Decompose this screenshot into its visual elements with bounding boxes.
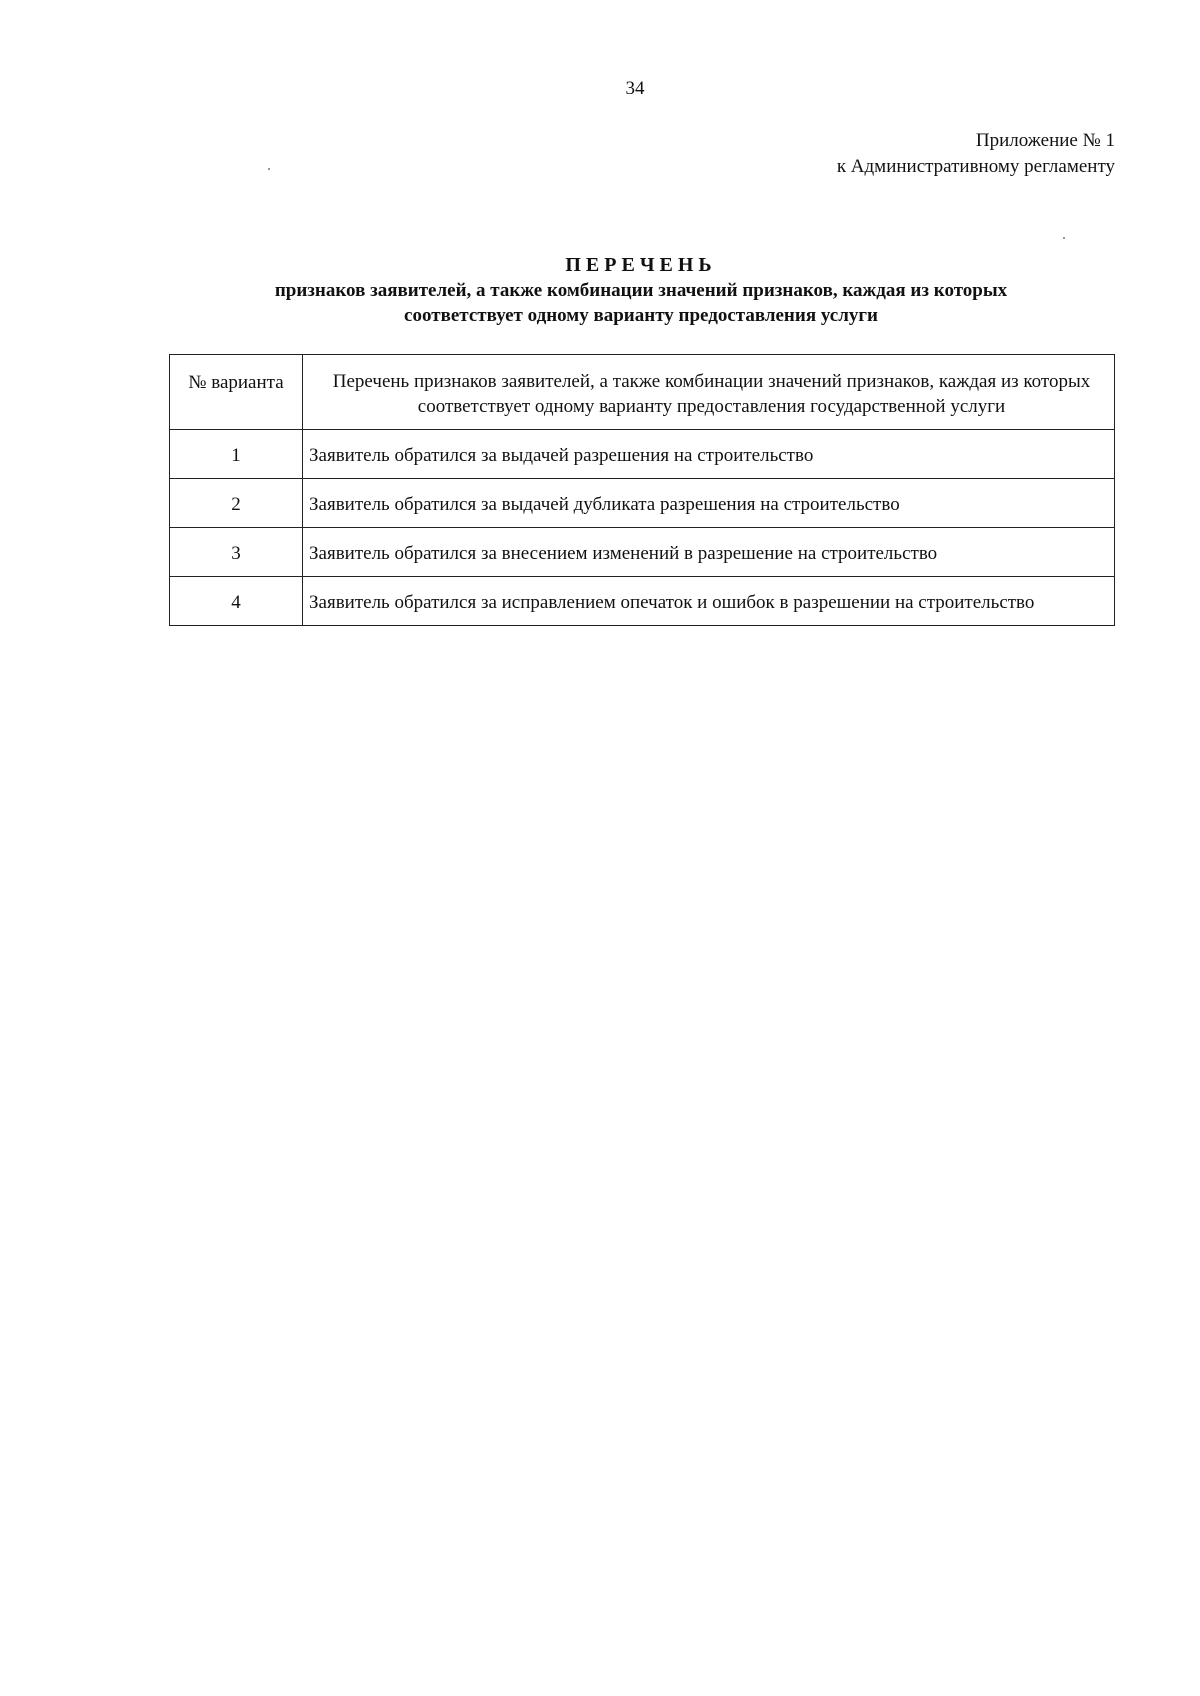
row-number: 3 xyxy=(170,528,303,577)
appendix-line-2: к Административному регламенту xyxy=(836,156,1115,177)
title-sub-line-2: соответствует одному варианту предоставления услуги xyxy=(404,305,878,326)
scan-speck xyxy=(268,168,270,170)
header-number: № варианта xyxy=(170,355,303,430)
row-number: 4 xyxy=(170,577,303,626)
title-sub-line-1: признаков заявителей, а также комбинации значений признаков, каждая из которых xyxy=(274,280,1008,301)
row-description: Заявитель обратился за внесением изменений в разрешение на строительство xyxy=(303,528,1115,577)
table-row xyxy=(170,479,1115,528)
variants-table xyxy=(169,354,1115,626)
row-description: Заявитель обратился за выдачей разрешения на строительство xyxy=(303,430,1115,479)
table-row xyxy=(170,528,1115,577)
scan-speck xyxy=(1063,237,1065,239)
table-row xyxy=(170,577,1115,626)
row-description: Заявитель обратился за исправлением опечаток и ошибок в разрешении на строительство xyxy=(303,577,1115,626)
row-description: Заявитель обратился за выдачей дубликата разрешения на строительство xyxy=(303,479,1115,528)
table-header-row xyxy=(170,355,1115,430)
appendix-note xyxy=(837,128,1115,180)
row-number: 2 xyxy=(170,479,303,528)
header-description: Перечень признаков заявителей, а также комбинации значений признаков, каждая из которых соответствует одному варианту предоставления государственной услуги xyxy=(303,355,1115,430)
title-main: ПЕРЕЧЕНЬ xyxy=(565,254,717,276)
row-number: 1 xyxy=(170,430,303,479)
page-number: 34 xyxy=(625,78,645,99)
table-row xyxy=(170,430,1115,479)
document-title xyxy=(160,252,1122,328)
appendix-line-1: Приложение № 1 xyxy=(975,130,1115,151)
